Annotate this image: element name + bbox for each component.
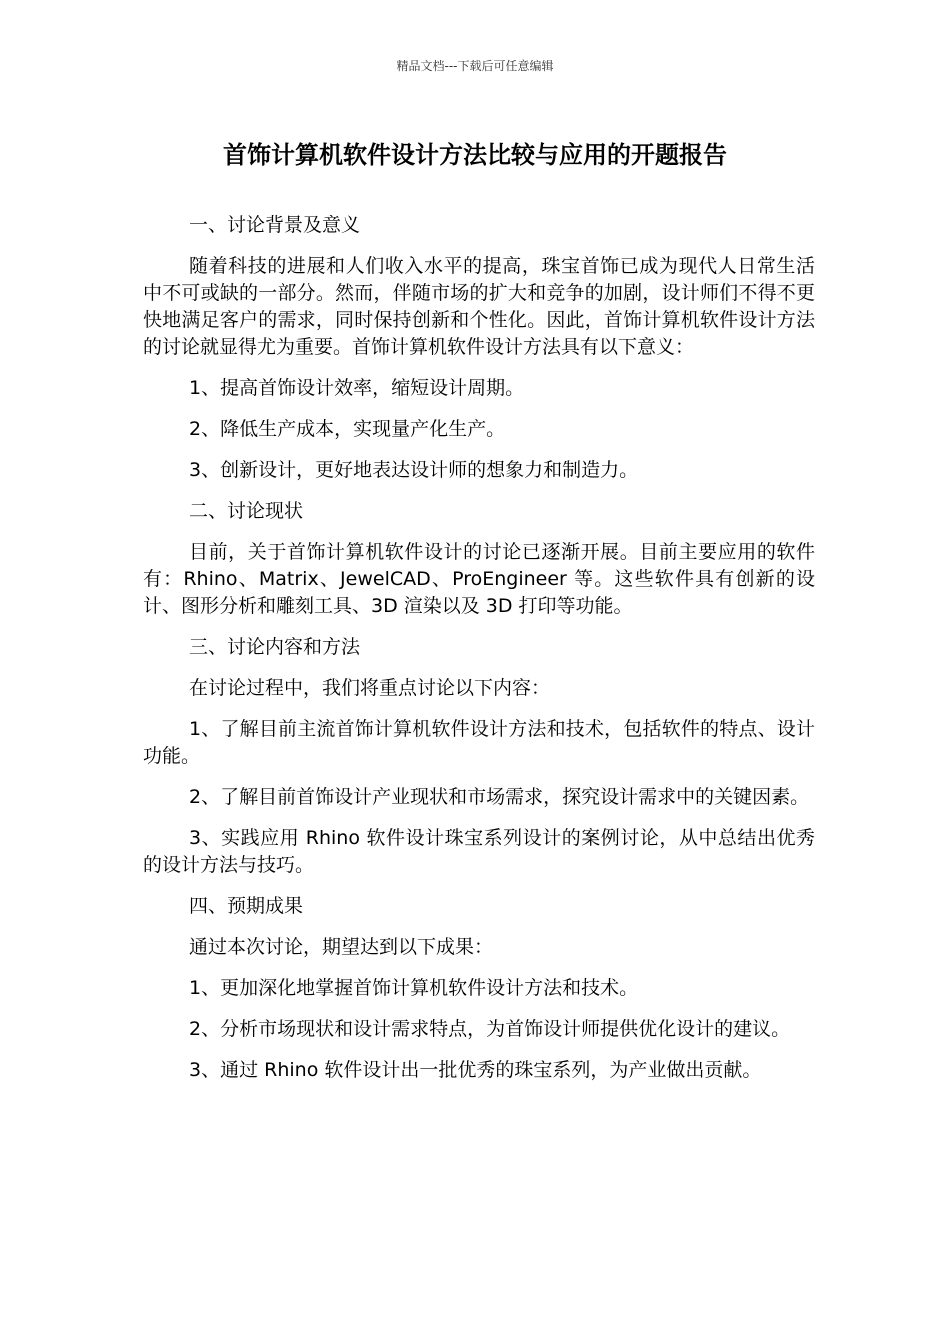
paragraph: 在讨论过程中，我们将重点讨论以下内容： (189, 677, 551, 699)
list-item: 1、更加深化地掌握首饰计算机软件设计方法和技术。 (189, 977, 639, 999)
list-item: 1、提高首饰设计效率，缩短设计周期。 (189, 377, 525, 399)
list-item: 2、降低生产成本，实现量产化生产。 (189, 418, 506, 440)
section-heading-content-method: 三、讨论内容和方法 (189, 636, 361, 658)
page-header-note: 精品文档---下载后可任意编辑 (396, 59, 554, 73)
paragraph: 目前，关于首饰计算机软件设计的讨论已逐渐开展。目前主要应用的软件有：Rhino、Matrix、JewelCAD、ProEngineer 等。这些软件具有创新的设计、图形分析和雕刻工具、3D 渲染以及 3D 打印等功能。 (143, 541, 815, 617)
list-item: 3、通过 Rhino 软件设计出一批优秀的珠宝系列，为产业做出贡献。 (189, 1059, 762, 1081)
list-item: 3、创新设计，更好地表达设计师的想象力和制造力。 (189, 459, 639, 481)
document-body (143, 212, 815, 1098)
list-item: 2、分析市场现状和设计需求特点，为首饰设计师提供优化设计的建议。 (189, 1018, 791, 1040)
list-item: 2、了解目前首饰设计产业现状和市场需求，探究设计需求中的关键因素。 (189, 786, 810, 808)
list-item: 1、了解目前主流首饰计算机软件设计方法和技术，包括软件的特点、设计功能。 (143, 718, 815, 767)
section-heading-status: 二、讨论现状 (189, 500, 304, 522)
section-heading-background: 一、讨论背景及意义 (189, 214, 361, 236)
section-heading-expected-results: 四、预期成果 (189, 895, 304, 917)
list-item: 3、实践应用 Rhino 软件设计珠宝系列设计的案例讨论，从中总结出优秀的设计方法与技巧。 (143, 827, 815, 876)
paragraph: 通过本次讨论，期望达到以下成果： (189, 936, 494, 958)
paragraph: 随着科技的进展和人们收入水平的提高，珠宝首饰已成为现代人日常生活中不可或缺的一部分。然而，伴随市场的扩大和竞争的加剧，设计师们不得不更快地满足客户的需求，同时保持创新和个性化。因此，首饰计算机软件设计方法的讨论就显得尤为重要。首饰计算机软件设计方法具有以下意义： (143, 255, 815, 358)
document-title: 首饰计算机软件设计方法比较与应用的开题报告 (223, 141, 727, 169)
